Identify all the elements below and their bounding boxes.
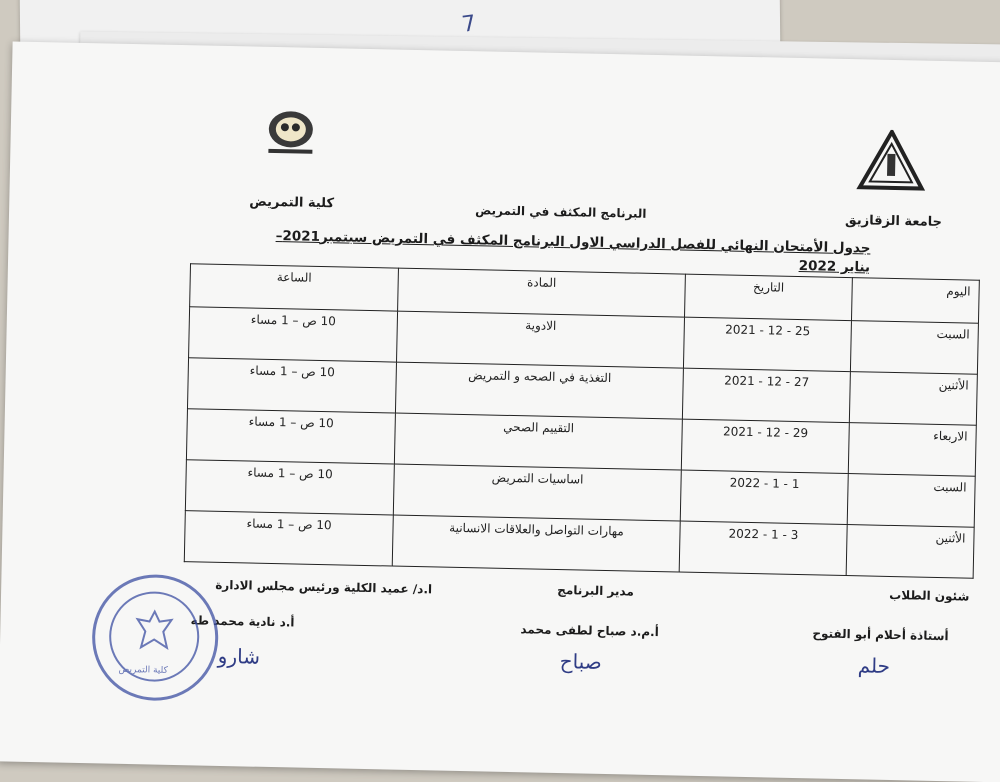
header-date: التاريخ (685, 274, 853, 320)
row-date: 1 - 1 - 2022 (680, 470, 848, 524)
row-date: 27 - 12 - 2021 (682, 368, 850, 422)
row-time: 10 ص – 1 مساء (189, 307, 398, 362)
student-affairs-title: شئون الطلاب (889, 587, 970, 604)
student-affairs-name: أستاذة أحلام أبو الفتوح (812, 626, 949, 644)
schedule-title: جدول الأمتحان النهائي للفصل الدراسي الاول البرنامج المكثف في التمريض سبتمبر2021– يناير 2022 (275, 228, 871, 276)
row-date: 25 - 12 - 2021 (683, 317, 851, 371)
document-page (0, 41, 1000, 782)
student-affairs-signature: ﺣﻠﻢ (857, 653, 891, 678)
row-time: 10 ص – 1 مساء (186, 409, 395, 464)
university-name: جامعة الزقازيق (844, 212, 943, 230)
faculty-stamp (91, 573, 220, 702)
row-date: 29 - 12 - 2021 (681, 419, 849, 473)
row-subject: اساسيات التمريض (393, 464, 681, 521)
row-day: الأثنين (849, 372, 977, 426)
stamp-label: كلية التمريض (118, 664, 168, 676)
row-subject: التقييم الصحي (394, 413, 682, 470)
dean-name: أ.د نادية محمد طه (190, 613, 295, 630)
row-subject: التغذية في الصحه و التمريض (395, 362, 683, 419)
row-subject: مهارات التواصل والعلاقات الانسانية (392, 515, 680, 572)
university-logo (856, 129, 927, 194)
row-day: السبت (850, 321, 978, 375)
dean-title: ا.د/ عميد الكلية ورئيس مجلس الادارة (215, 577, 433, 597)
eagle-icon (133, 607, 176, 654)
exam-schedule-table (184, 263, 980, 578)
program-director-title: مدير البرنامج (557, 582, 634, 599)
handwritten-page-number: 7 (460, 11, 478, 38)
row-day: الأثنين (846, 525, 974, 579)
row-time: 10 ص – 1 مساء (184, 511, 393, 566)
program-director-signature: ﺻﺒﺎﺡ (559, 649, 603, 674)
row-day: السبت (847, 474, 975, 528)
header-day: اليوم (851, 278, 979, 324)
program-name: البرنامج المكثف في التمريض (475, 203, 647, 221)
header-time: الساعة (190, 264, 399, 311)
row-time: 10 ص – 1 مساء (187, 358, 396, 413)
row-day: الاربعاء (848, 423, 976, 477)
faculty-logo (258, 105, 323, 158)
program-director-name: أ.م.د صباح لطفى محمد (520, 622, 659, 640)
faculty-name: كلية التمريض (249, 194, 335, 212)
row-time: 10 ص – 1 مساء (185, 460, 394, 515)
dean-signature: ﺷﺎﺭﻭ (217, 643, 261, 669)
row-subject: الادوية (397, 311, 685, 368)
header-subject: المادة (398, 268, 686, 317)
row-date: 3 - 1 - 2022 (679, 521, 847, 575)
